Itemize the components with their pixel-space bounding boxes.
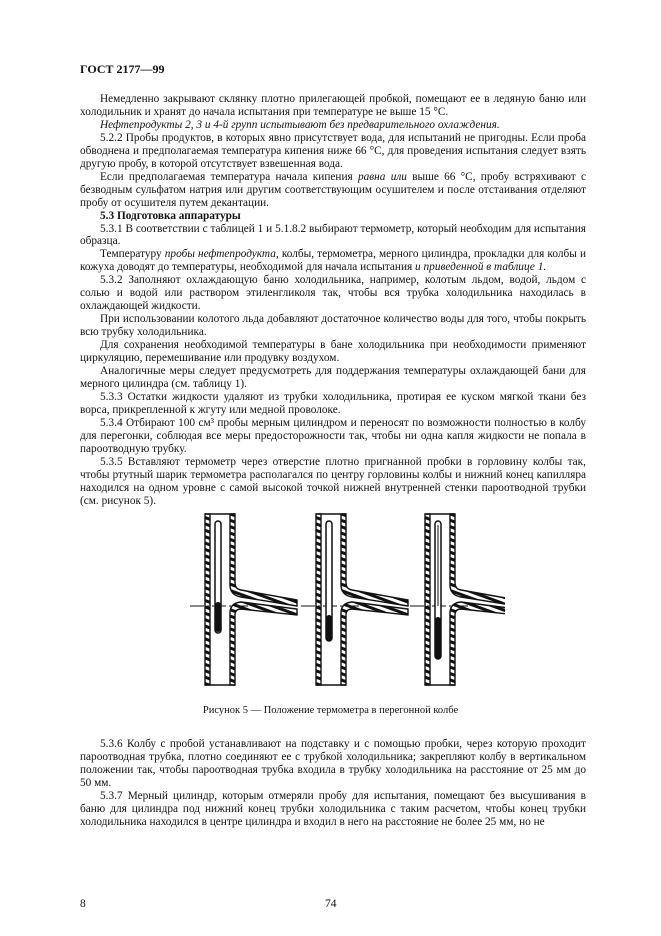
document-header: ГОСТ 2177—99 <box>80 62 165 76</box>
page-number-center: 74 <box>325 898 337 910</box>
page-number-left: 8 <box>80 898 86 910</box>
text: Немедленно закрывают склянку плотно прилегающей пробкой, помещают ее в ледяную баню или холодильник и хранят до начала испытания при температуре не выше 15 °С. <box>80 93 586 118</box>
italic-text: Нефтепродукты 2, 3 и 4-й групп испытывают без предварительного охлаждения. <box>100 118 500 131</box>
text: 5.3.1 В соответствии с таблицей 1 и 5.1.8.2 выбирают термометр, который необходим для испытания образца. <box>80 222 586 248</box>
text: 5.3.2 Заполняют охлаждающую баню холодильника, например, колотым льдом, водой, льдом с солью и водой или раствором этиленгликоля так, чтобы вся трубка холодильника находилась в охлаждающей жидкости. <box>80 274 586 313</box>
text: Если предполагаемая температура начала кипения <box>100 170 358 183</box>
text: При использовании колотого льда добавляют достаточное количество воды для того, чтобы покрыть всю трубку холодильника. <box>80 313 586 339</box>
text: 5.3.6 Колбу с пробой устанавливают на подставку и с помощью пробки, через которую проходит пароотводная трубка, плотно соединяют ее с трубкой холодильника; закрепляют колбу в вертикальном положении так, чтобы пароотводная трубка входила в трубку холодильника на расстояние от 25 мм до 50 мм. <box>80 738 586 789</box>
paragraph <box>80 223 586 249</box>
paragraph <box>80 456 586 508</box>
paragraph <box>80 93 586 119</box>
paragraph <box>80 339 586 365</box>
paragraph <box>80 248 586 274</box>
figure-caption: Рисунок 5 — Положение термометра в перегонной колбе <box>202 705 459 716</box>
text: колбы, термометра, мерного цилиндра, прокладки для колбы и кожуха доводят до температуры, необходимой для начала испытания <box>80 248 586 274</box>
text: 5.3.5 Вставляют термометр через отверстие плотно пригнанной пробки в горловину колбы так, чтобы ртутный шарик термометра располагался по центру горловины колбы и нижний конец капилляра находился на одном уровне с самой высокой точкой нижней внутренней стенки пароотводной трубки (см. рисунок 5). <box>80 455 586 507</box>
text-block-top <box>80 93 586 508</box>
italic-text: пробы нефтепродукта, <box>164 248 279 261</box>
paragraph <box>80 790 586 829</box>
text: Температуру <box>100 248 165 261</box>
text-block-bottom <box>80 738 586 829</box>
text: 5.3.4 Отбирают 100 см³ пробы мерным цилиндром и переносят по возможности полностью в колбу для перегонки, соблюдая все меры предосторожности так, чтобы ни одна капля жидкости не попала в пароотводную трубку. <box>80 416 586 455</box>
paragraph <box>80 274 586 313</box>
italic-text: равна или <box>357 170 407 183</box>
paragraph <box>80 132 586 171</box>
text: Для сохранения необходимой температуры в бане холодильника при необходимости применяют циркуляцию, перемешивание или продувку воздухом. <box>80 339 586 365</box>
paragraph <box>80 313 586 339</box>
text: 5.3 Подготовка аппаратуры <box>100 209 241 222</box>
paragraph <box>80 171 586 210</box>
flask-1 <box>190 514 297 685</box>
text: 5.3.7 Мерный цилиндр, которым отмеряли пробу для испытания, помещают без высушивания в баню для цилиндра под нижний конец трубки холодильника с таким расчетом, чтобы конец трубки холодильника находился в центре цилиндра и входил в него на расстояние не более 25 мм, но не <box>80 789 586 828</box>
paragraph <box>80 119 586 132</box>
paragraph <box>80 417 586 456</box>
flask-3 <box>410 514 505 685</box>
italic-text: и приведенной в таблице 1. <box>415 261 547 274</box>
text: выше 66 °С, пробу встряхивают с безводным сульфатом натрия или другим соответствующим осушителем и после отстаивания отделяют пробу от осушителя путем декантации. <box>80 170 586 209</box>
section-heading <box>80 210 586 223</box>
text: 5.2.2 Пробы продуктов, в которых явно присутствует вода, для испытаний не пригодны. Если проба обводнена и предполагаемая температура кипения ниже 66 °С, для проведения испытания следует взять другую пробу, в которой отсутствует взвешенная вода. <box>80 131 586 170</box>
text: Аналогичные меры следует предусмотреть для поддержания температуры охлаждающей бани для мерного цилиндра (см. таблицу 1). <box>80 365 586 390</box>
text: 5.3.3 Остатки жидкости удаляют из трубки холодильника, протирая ее куском мягкой ткани без ворса, прикрепленной к жгуту или медной проволоке. <box>80 390 586 416</box>
figure-thermometer-positions <box>175 505 505 695</box>
paragraph <box>80 365 586 391</box>
paragraph <box>80 391 586 417</box>
flask-2 <box>301 514 408 685</box>
paragraph <box>80 738 586 790</box>
